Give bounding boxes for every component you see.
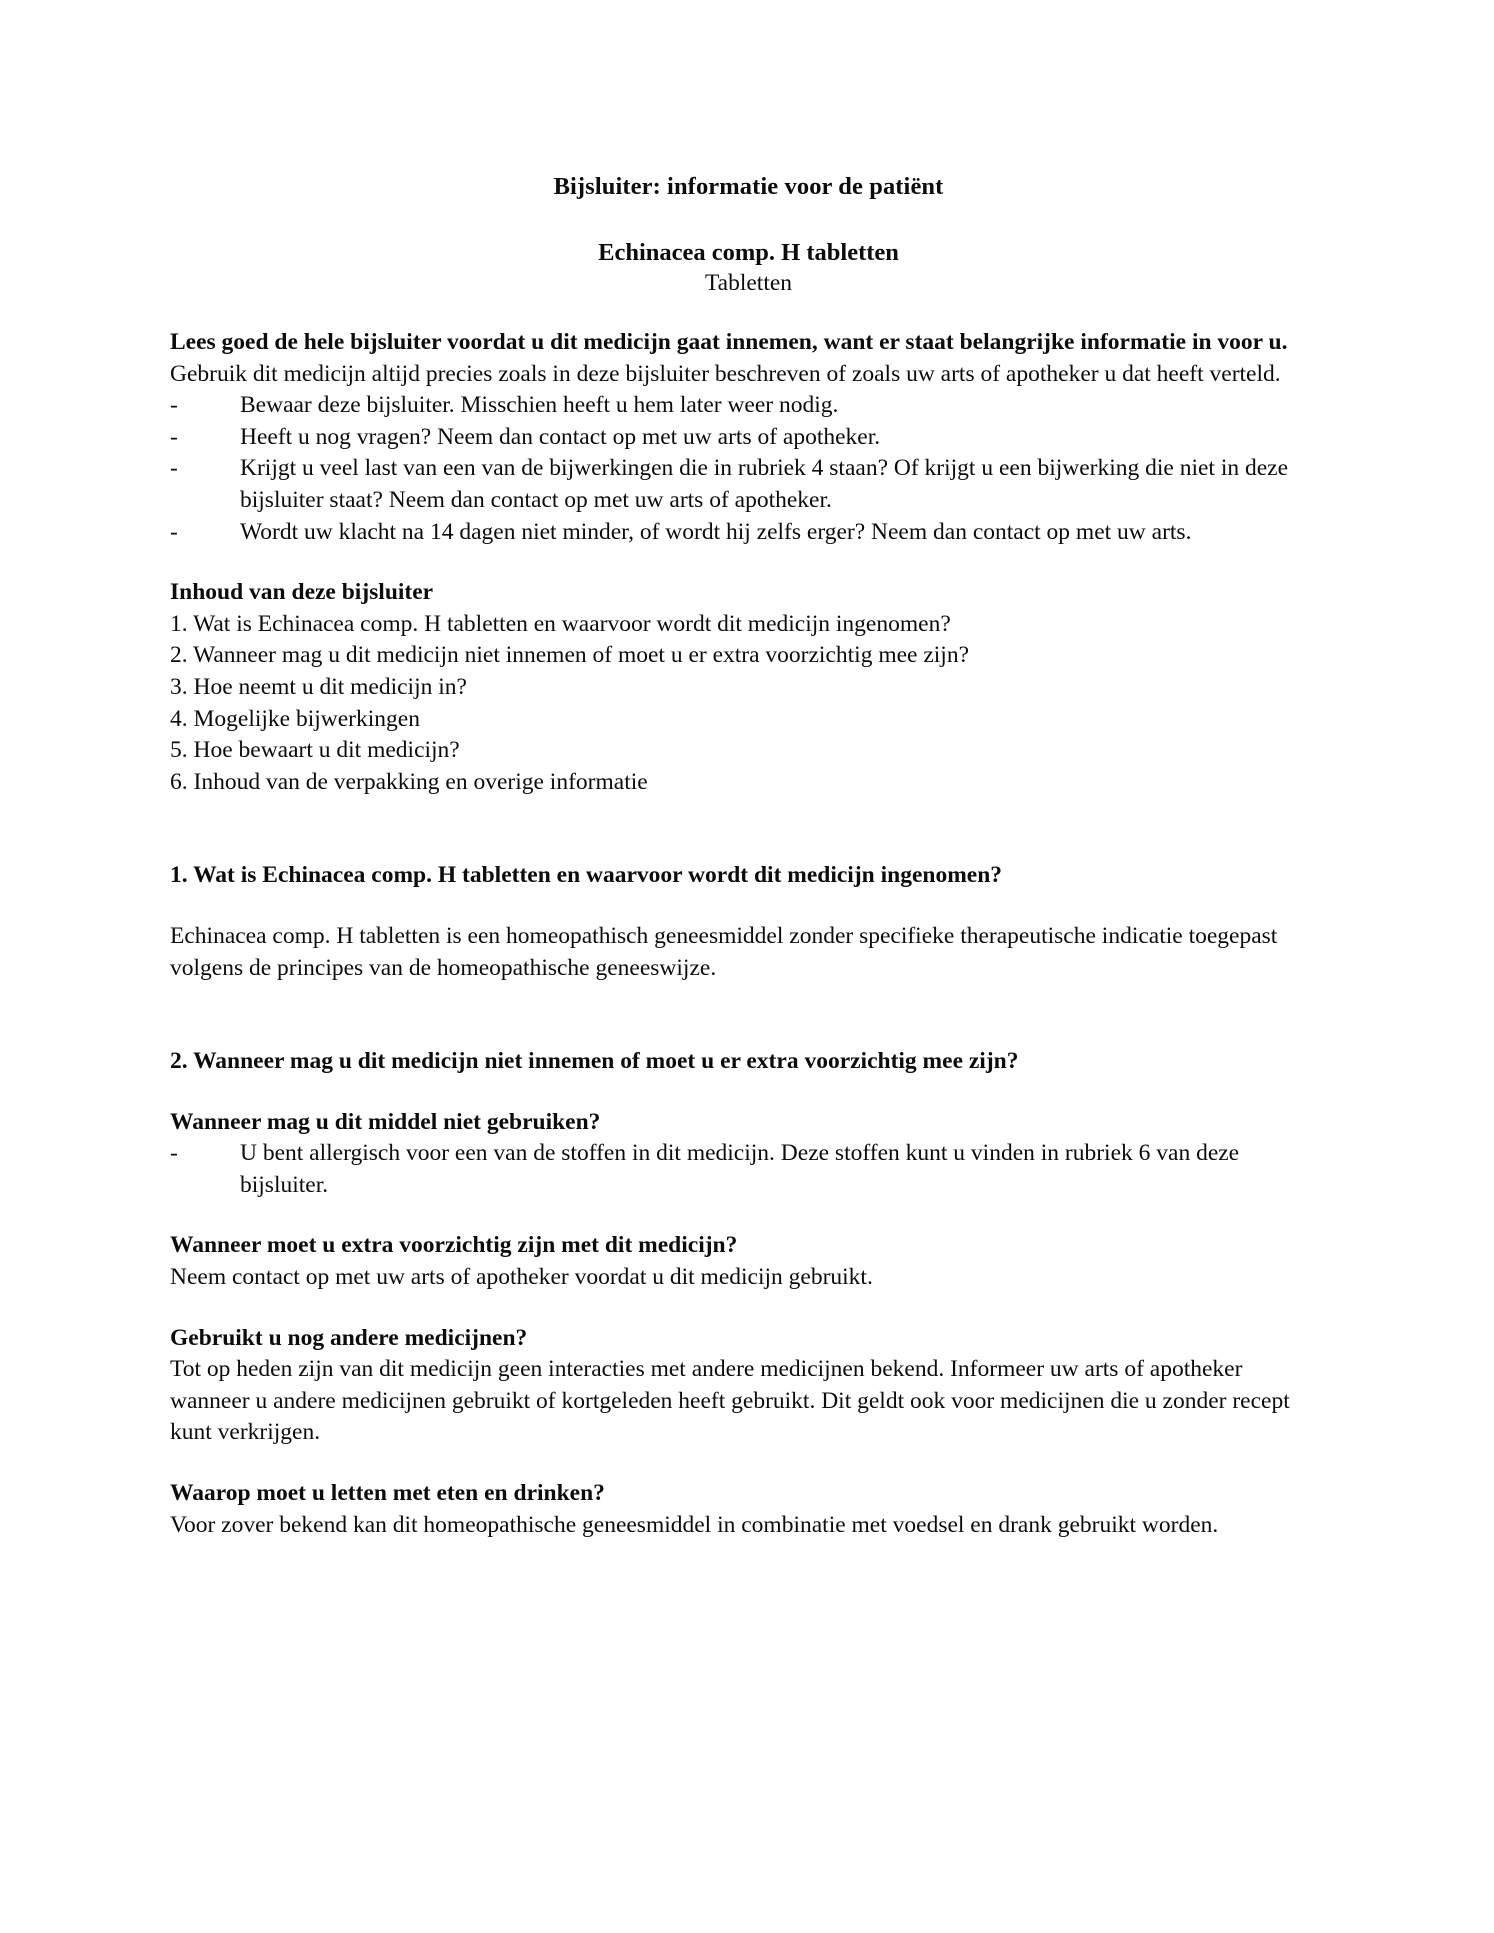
section-1-body: Echinacea comp. H tabletten is een homeopathisch geneesmiddel zonder specifieke therapeutische indicatie toegepast volgens de principes van de homeopathische geneeswijze. (170, 922, 1278, 981)
spacer (170, 892, 1327, 921)
list-item (170, 1138, 1327, 1201)
list-item (170, 453, 1327, 516)
section-2-sub-4-heading: Waarop moet u letten met eten en drinken? (170, 1480, 605, 1507)
spacer (170, 798, 1327, 860)
toc-item-3: 3. Hoe neemt u dit medicijn in? (170, 673, 467, 700)
product-heading-block (170, 237, 1327, 299)
dash-bullet-marker: - (170, 455, 178, 482)
spacer (170, 1201, 1327, 1230)
intro-bullet-list (170, 390, 1327, 548)
list-item-text: Heeft u nog vragen? Neem dan contact op met uw arts of apotheker. (240, 423, 881, 450)
toc-item-5: 5. Hoe bewaart u dit medicijn? (170, 737, 460, 764)
section-2-sub-3-heading: Gebruikt u nog andere medicijnen? (170, 1324, 528, 1351)
toc-item-1: 1. Wat is Echinacea comp. H tabletten en waarvoor wordt dit medicijn ingenomen? (170, 610, 951, 637)
section-2-sub-2-heading: Wanneer moet u extra voorzichtig zijn met dit medicijn? (170, 1232, 738, 1259)
dash-bullet-marker: - (170, 423, 178, 450)
dash-bullet-marker: - (170, 1140, 178, 1167)
list-item (170, 422, 1327, 454)
dash-bullet-marker: - (170, 392, 178, 419)
section-2-sub-3-body: Tot op heden zijn van dit medicijn geen interacties met andere medicijnen bekend. Informeer uw arts of apotheker wanneer u andere medicijnen gebruikt of kortgeleden heeft gebruikt. Dit geldt ook voor medicijnen die u zonder recept kunt verkrijgen. (170, 1356, 1290, 1446)
spacer (170, 984, 1327, 1046)
intro-body: Gebruik dit medicijn altijd precies zoals in deze bijsluiter beschreven of zoals uw arts of apotheker u dat heeft verteld. (170, 360, 1281, 387)
dash-bullet-marker: - (170, 518, 178, 545)
spacer (170, 1078, 1327, 1107)
toc-list (170, 609, 1327, 799)
toc-heading: Inhoud van deze bijsluiter (170, 579, 434, 606)
intro-bold-lead: Lees goed de hele bijsluiter voordat u dit medicijn gaat innemen, want er staat belangrijke informatie in voor u. (170, 329, 1288, 356)
document-content (170, 172, 1327, 1541)
list-item-text: U bent allergisch voor een van de stoffen in dit medicijn. Deze stoffen kunt u vinden in rubriek 6 van deze bijsluiter. (240, 1140, 1240, 1198)
list-item-text: Wordt uw klacht na 14 dagen niet minder, of wordt hij zelfs erger? Neem dan contact op met uw arts. (240, 518, 1192, 545)
list-item-text: Bewaar deze bijsluiter. Misschien heeft u hem later weer nodig. (240, 392, 839, 419)
section-2-sub-1-heading: Wanneer mag u dit middel niet gebruiken? (170, 1108, 601, 1135)
section-2-sub-2-body: Neem contact op met uw arts of apotheker voordat u dit medicijn gebruikt. (170, 1264, 873, 1291)
spacer (170, 1449, 1327, 1478)
page-title: Bijsluiter: informatie voor de patiënt (553, 173, 944, 200)
list-item (170, 390, 1327, 422)
spacer (170, 1294, 1327, 1323)
section-2-sub-4-body: Voor zover bekend kan dit homeopathische geneesmiddel in combinatie met voedsel en drank gebruikt worden. (170, 1511, 1219, 1538)
section-1-heading: 1. Wat is Echinacea comp. H tabletten en waarvoor wordt dit medicijn ingenomen? (170, 862, 1003, 889)
spacer (170, 548, 1327, 577)
toc-item-4: 4. Mogelijke bijwerkingen (170, 705, 420, 732)
section-2-sub-1-bullet-list (170, 1138, 1327, 1201)
toc-item-2: 2. Wanneer mag u dit medicijn niet innemen of moet u er extra voorzichtig mee zijn? (170, 642, 970, 669)
list-item-text: Krijgt u veel last van een van de bijwerkingen die in rubriek 4 staan? Of krijgt u een bijwerking die niet in deze bijsluiter staat? Neem dan contact op met uw arts of apotheker. (240, 455, 1289, 513)
product-form: Tabletten (704, 270, 793, 297)
toc-item-6: 6. Inhoud van de verpakking en overige informatie (170, 768, 648, 795)
section-2-heading: 2. Wanneer mag u dit medicijn niet innemen of moet u er extra voorzichtig mee zijn? (170, 1048, 1019, 1075)
product-name: Echinacea comp. H tabletten (598, 238, 899, 266)
list-item (170, 517, 1327, 549)
